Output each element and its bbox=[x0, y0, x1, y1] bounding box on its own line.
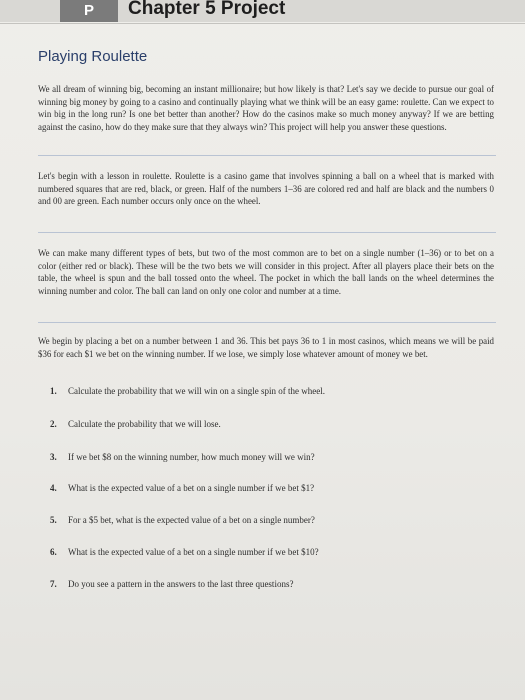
question-text: What is the expected value of a bet on a single number if we bet $1? bbox=[68, 483, 315, 493]
paragraph-divider bbox=[38, 322, 496, 323]
question-item bbox=[50, 578, 500, 590]
question-text: If we bet $8 on the winning number, how much money will we win? bbox=[68, 452, 315, 462]
question-item bbox=[50, 418, 500, 430]
single-number-bet-paragraph: We begin by placing a bet on a number between 1 and 36. This bet pays 36 to 1 in most casinos, which means we will be paid $36 for each $1 we bet on the winning number. If we lose, we simply lose whatever amount of money we bet. bbox=[38, 336, 494, 359]
header-divider bbox=[0, 23, 525, 24]
question-text: Calculate the probability that we will win on a single spin of the wheel. bbox=[68, 386, 325, 396]
question-item bbox=[50, 385, 500, 397]
section-title: Playing Roulette bbox=[38, 48, 148, 65]
question-number: 3. bbox=[50, 452, 57, 462]
question-number: 5. bbox=[50, 515, 57, 525]
chapter-badge: P bbox=[60, 0, 118, 22]
question-item bbox=[50, 482, 500, 494]
question-text: Calculate the probability that we will lose. bbox=[68, 419, 221, 429]
chapter-title: Chapter 5 Project bbox=[128, 0, 286, 19]
question-text: What is the expected value of a bet on a single number if we bet $10? bbox=[68, 547, 319, 557]
question-number: 4. bbox=[50, 483, 57, 493]
paragraph-divider bbox=[38, 232, 496, 233]
question-number: 1. bbox=[50, 386, 57, 396]
question-number: 7. bbox=[50, 579, 57, 589]
question-item bbox=[50, 546, 500, 558]
paragraph-divider bbox=[38, 155, 496, 156]
intro-paragraph: We all dream of winning big, becoming an instant millionaire; but how likely is that? Let's say we decide to pursue our goal of winning big money by going to a casino and continually playing what we think will be an easy game: roulette. Can we expect to win big in the long run? Is one bet better than another? How do the casinos make so much money anyway? If we are betting against the casino, how do they make sure that they always win? This project will help you answer these questions. bbox=[38, 84, 494, 133]
question-text: Do you see a pattern in the answers to the last three questions? bbox=[68, 579, 294, 589]
question-item bbox=[50, 514, 500, 526]
question-text: For a $5 bet, what is the expected value of a bet on a single number? bbox=[68, 515, 315, 525]
question-number: 6. bbox=[50, 547, 57, 557]
bet-types-paragraph: We can make many different types of bets, but two of the most common are to bet on a single number (1–36) or to bet on a color (either red or black). These will be the two bets we will consider in this project. After all players place their bets on the table, the wheel is spun and the ball tossed onto the wheel. The pocket in which the ball lands on the wheel determines the winning number and color. The ball can land on only one color and number at a time. bbox=[38, 248, 494, 297]
roulette-lesson-paragraph: Let's begin with a lesson in roulette. Roulette is a casino game that involves spinning a ball on a wheel that is marked with numbered squares that are red, black, or green. Half of the numbers 1–36 are colored red and half are black and the numbers 0 and 00 are green. Each number occurs only once on the wheel. bbox=[38, 171, 494, 207]
question-item bbox=[50, 451, 500, 463]
question-number: 2. bbox=[50, 419, 57, 429]
